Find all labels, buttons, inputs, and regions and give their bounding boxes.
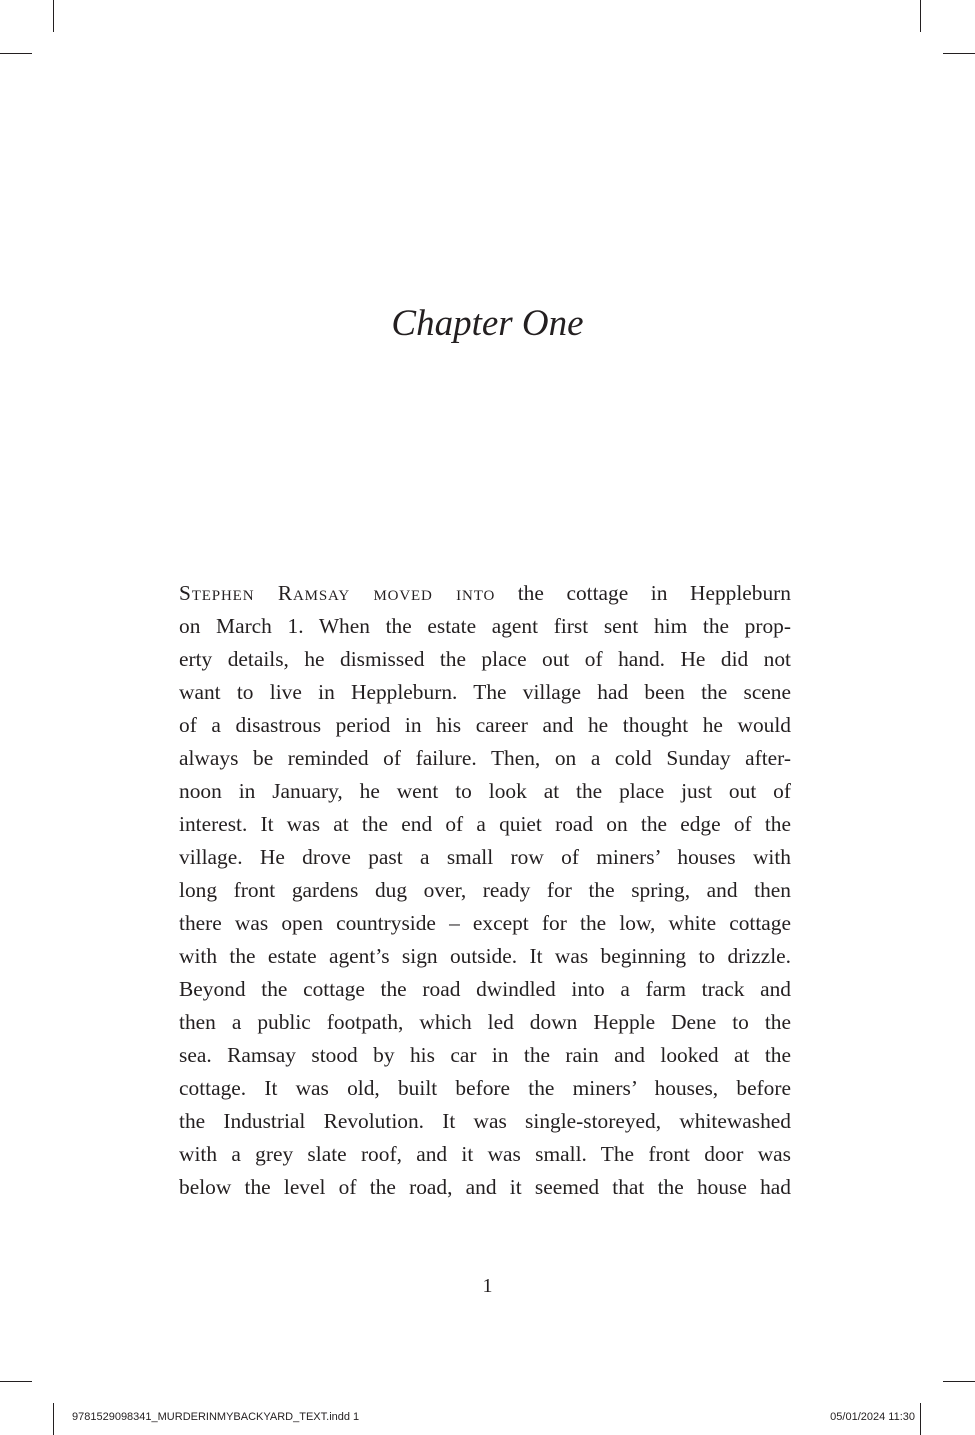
body-line: cottage. It was old, built before the miners’ houses, before — [179, 1076, 791, 1100]
body-line: long front gardens dug over, ready for the spring, and then — [179, 878, 791, 902]
crop-mark-bottom-right-horizontal — [943, 1381, 975, 1382]
body-line: always be reminded of failure. Then, on a cold Sunday after- — [179, 746, 791, 770]
body-line: of a disastrous period in his career and he thought he would — [179, 713, 791, 737]
crop-mark-top-right-horizontal — [943, 53, 975, 54]
body-line: village. He drove past a small row of miners’ houses with — [179, 845, 791, 869]
body-line: there was open countryside – except for the low, white cottage — [179, 911, 791, 935]
lead-in-small-caps: Stephen Ramsay moved into — [179, 581, 496, 605]
body-line: noon in January, he went to look at the place just out of — [179, 779, 791, 803]
body-line: with the estate agent’s sign outside. It was beginning to drizzle. — [179, 944, 791, 968]
body-line: the Industrial Revolution. It was single-storeyed, whitewashed — [179, 1109, 791, 1133]
crop-mark-top-left-horizontal — [0, 53, 32, 54]
body-line: with a grey slate roof, and it was small. The front door was — [179, 1142, 791, 1166]
body-line: then a public footpath, which led down Hepple Dene to the — [179, 1010, 791, 1034]
body-line: erty details, he dismissed the place out of hand. He did not — [179, 647, 791, 671]
body-paragraph — [179, 577, 791, 1204]
body-line-text: the cottage in Heppleburn — [495, 581, 791, 605]
body-line: on March 1. When the estate agent first sent him the prop- — [179, 614, 791, 638]
chapter-title: Chapter One — [391, 303, 584, 344]
body-line: below the level of the road, and it seemed that the house had — [179, 1175, 791, 1199]
crop-mark-bottom-left-horizontal — [0, 1381, 32, 1382]
body-line: interest. It was at the end of a quiet road on the edge of the — [179, 812, 791, 836]
crop-mark-top-left-vertical — [53, 0, 54, 32]
crop-mark-bottom-left-vertical — [53, 1403, 54, 1435]
body-line — [179, 577, 791, 610]
body-line: sea. Ramsay stood by his car in the rain and looked at the — [179, 1043, 791, 1067]
body-line: want to live in Heppleburn. The village had been the scene — [179, 680, 791, 704]
crop-mark-bottom-right-vertical — [920, 1403, 921, 1435]
crop-mark-top-right-vertical — [920, 0, 921, 32]
body-line: Beyond the cottage the road dwindled into a farm track and — [179, 977, 791, 1001]
slug-file-name: 9781529098341_MURDERINMYBACKYARD_TEXT.indd 1 — [72, 1411, 360, 1423]
slug-date-time: 05/01/2024 11:30 — [830, 1411, 915, 1423]
page-number: 1 — [482, 1275, 493, 1297]
